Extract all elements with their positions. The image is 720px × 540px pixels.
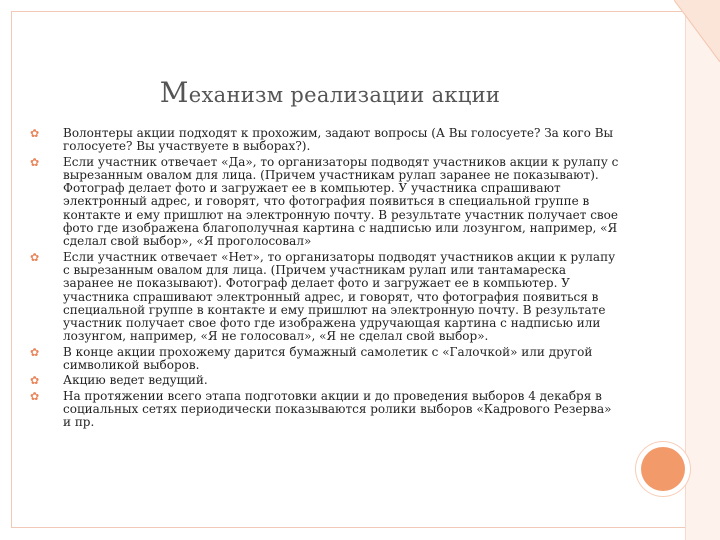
fleuron-bullet-icon: ✿ <box>30 127 40 140</box>
list-item-text: Если участник отвечает «Нет», то организаторы подводят участников акции к рулапу с вырезанным овалом для лица. (Причем участникам рулап или тантамареска заранее не показывают). Фотограф делает фото и загружает ее в компьютер. У участника спрашивают электронный адрес, и говорят, что фотография появиться в специальной группе в контакте и ему пришлют на электронную почту. В результате участник получает свое фото где изображена удручающая картина с надписью или лозунгом, например, «Я не голосовал», «Я не сделал свой выбор». <box>63 249 616 344</box>
slide-title <box>0 76 660 109</box>
corner-ornament-icon <box>674 0 720 62</box>
list-item <box>30 374 620 387</box>
slide-title-rest: еханизм реализации акции <box>188 83 501 107</box>
list-item-text: На протяжении всего этапа подготовки акции и до проведения выборов 4 декабря в социальных сетях периодически показываются ролики выборов «Кадрового Резерва» и пр. <box>63 388 612 430</box>
slide-title-first-letter: М <box>159 76 189 109</box>
list-item <box>30 346 620 373</box>
fleuron-bullet-icon: ✿ <box>30 155 40 169</box>
fleuron-bullet-icon: ✿ <box>30 374 40 388</box>
decorative-circle <box>641 447 685 491</box>
fleuron-bullet-icon: ✿ <box>30 345 40 359</box>
list-item-text: Если участник отвечает «Да», то организаторы подводят участников акции к рулапу с вырезанным овалом для лица. (Причем участникам рулап заранее не показывают). Фотограф делает фото и загружает ее в компьютер. У участника спрашивают электронный адрес, и говорят, что фотография появиться в специальной группе в контакте и ему пришлют на электронную почту. В результате участник получает свое фото где изображена благополучная картина с надписью или лозунгом, например, «Я сделал свой выбор», «Я проголосовал» <box>63 154 619 249</box>
list-item <box>30 251 620 344</box>
list-item-text: В конце акции прохожему дарится бумажный самолетик с «Галочкой» или другой символикой выборов. <box>63 344 593 373</box>
list-item <box>30 127 620 154</box>
right-decorative-band <box>685 0 720 540</box>
list-item-text: Акцию ведет ведущий. <box>63 373 208 388</box>
list-item-text: Волонтеры акции подходят к прохожим, задают вопросы (А Вы голосуете? За кого Вы голосуете? Вы участвуете в выборах?). <box>63 126 614 154</box>
list-item <box>30 156 620 249</box>
list-item <box>30 390 620 430</box>
bullet-list <box>30 127 620 432</box>
fleuron-bullet-icon: ✿ <box>30 389 40 403</box>
fleuron-bullet-icon: ✿ <box>30 250 40 264</box>
